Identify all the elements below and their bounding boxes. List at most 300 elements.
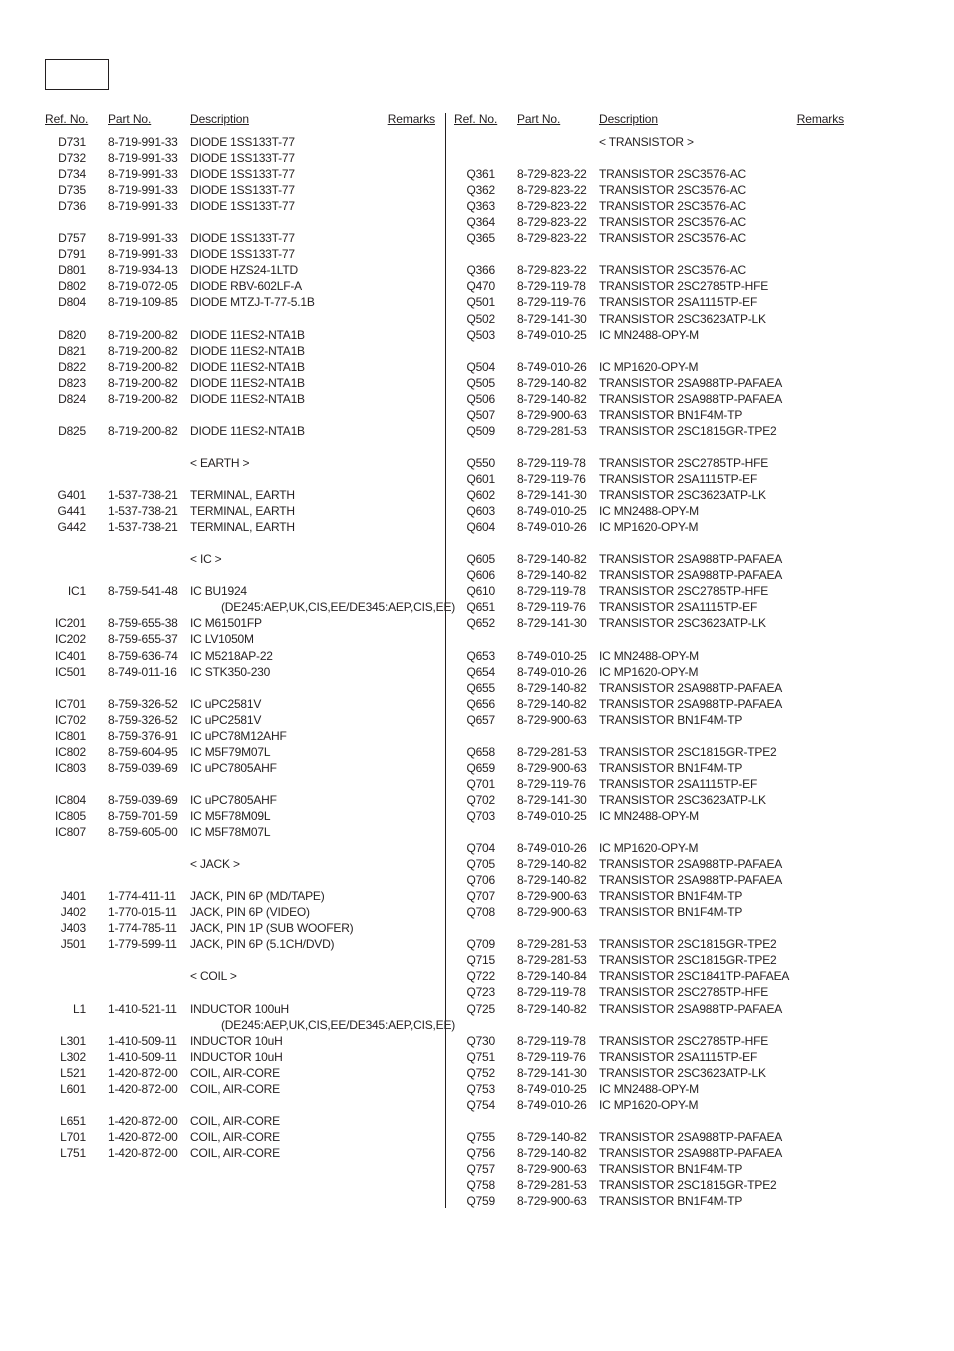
ref-no: Q507 xyxy=(466,407,495,422)
part-row xyxy=(45,712,465,728)
part-no: 8-729-141-30 xyxy=(517,488,587,503)
description: DIODE 11ES2-NTA1B xyxy=(190,343,305,358)
part-row xyxy=(45,824,465,840)
part-no: 8-719-072-05 xyxy=(108,279,178,294)
part-no: 8-719-109-85 xyxy=(108,295,178,310)
description: TRANSISTOR 2SC1815GR-TPE2 xyxy=(599,1178,777,1193)
description: TRANSISTOR 2SA1115TP-EF xyxy=(599,1049,758,1064)
page-number-box xyxy=(45,59,109,90)
ref-no: IC702 xyxy=(54,712,86,727)
ref-no: Q602 xyxy=(466,488,495,503)
blank-row xyxy=(45,984,465,1000)
description: TRANSISTOR 2SC3576-AC xyxy=(599,263,746,278)
ref-no: Q506 xyxy=(466,391,495,406)
header-part-no: Part No. xyxy=(108,112,152,126)
part-no: 8-749-010-25 xyxy=(517,327,587,342)
section-heading: < IC > xyxy=(190,552,222,567)
header-remarks: Remarks xyxy=(387,112,435,126)
part-no: 8-749-010-26 xyxy=(517,664,587,679)
part-row xyxy=(454,455,874,471)
ref-no: Q722 xyxy=(466,969,495,984)
ref-no: D824 xyxy=(58,391,86,406)
ref-no: Q751 xyxy=(466,1049,495,1064)
part-no: 1-420-872-00 xyxy=(108,1129,178,1144)
ref-no: D757 xyxy=(58,231,86,246)
part-row xyxy=(454,615,874,631)
part-row xyxy=(45,920,465,936)
description: TRANSISTOR 2SC1815GR-TPE2 xyxy=(599,937,777,952)
part-no: 8-719-200-82 xyxy=(108,359,178,374)
ref-no: Q754 xyxy=(466,1097,495,1112)
part-row xyxy=(45,664,465,680)
part-row xyxy=(45,198,465,214)
ref-no: L1 xyxy=(73,1001,86,1016)
description: IC M5218AP-22 xyxy=(190,648,273,663)
part-no: 8-749-010-25 xyxy=(517,648,587,663)
part-row xyxy=(454,1097,874,1113)
ref-no: Q715 xyxy=(466,953,495,968)
description: IC MP1620-OPY-M xyxy=(599,664,699,679)
blank-row xyxy=(454,1113,874,1129)
blank-row xyxy=(454,535,874,551)
part-no: 8-729-900-63 xyxy=(517,1162,587,1176)
section-heading: < TRANSISTOR > xyxy=(599,135,694,149)
part-no: 8-729-140-82 xyxy=(517,1001,587,1016)
blank-row xyxy=(45,952,465,968)
description: TRANSISTOR 2SA988TP-PAFAEA xyxy=(599,552,783,567)
part-row xyxy=(454,423,874,439)
part-row xyxy=(454,391,874,407)
description: TRANSISTOR 2SC2785TP-HFE xyxy=(599,985,769,1000)
ref-no: IC701 xyxy=(54,696,86,711)
part-no: 8-719-991-33 xyxy=(108,151,178,166)
description: IC uPC7805AHF xyxy=(190,792,277,807)
ref-no: IC804 xyxy=(54,792,86,807)
part-no: 8-719-991-33 xyxy=(108,247,178,262)
part-row xyxy=(454,664,874,680)
part-no: 8-729-140-82 xyxy=(517,568,587,583)
ref-no: Q758 xyxy=(466,1178,495,1193)
part-no: 8-729-140-82 xyxy=(517,857,587,872)
part-row xyxy=(454,1049,874,1065)
part-no: 8-729-900-63 xyxy=(517,407,587,422)
header-remarks: Remarks xyxy=(796,112,844,126)
ref-no: Q705 xyxy=(466,857,495,872)
ref-no: Q601 xyxy=(466,471,495,486)
part-row xyxy=(45,359,465,375)
ref-no: G401 xyxy=(57,488,86,503)
part-row xyxy=(454,696,874,712)
description: TRANSISTOR 2SC1815GR-TPE2 xyxy=(599,423,777,438)
description: TRANSISTOR 2SC1815GR-TPE2 xyxy=(599,744,777,759)
description: TRANSISTOR 2SC3623ATP-LK xyxy=(599,488,766,503)
part-no: 8-719-991-33 xyxy=(108,167,178,182)
description: DIODE MTZJ-T-77-5.1B xyxy=(190,295,315,310)
part-row xyxy=(454,888,874,904)
ref-no: D820 xyxy=(58,327,86,342)
description: JACK, PIN 6P (VIDEO) xyxy=(190,905,310,920)
header-description: Description xyxy=(190,112,249,126)
description: TRANSISTOR 2SA988TP-PAFAEA xyxy=(599,1145,783,1160)
ref-no: IC202 xyxy=(54,632,86,647)
part-row xyxy=(45,888,465,904)
part-no: 8-759-541-48 xyxy=(108,584,178,599)
description: INDUCTOR 100uH xyxy=(190,1001,290,1016)
ref-no: IC1 xyxy=(67,584,86,599)
part-row xyxy=(454,471,874,487)
part-no: 8-729-140-82 xyxy=(517,680,587,695)
part-row xyxy=(45,696,465,712)
description: TRANSISTOR BN1F4M-TP xyxy=(599,1162,743,1176)
ref-no: L601 xyxy=(60,1081,86,1096)
description: IC MN2488-OPY-M xyxy=(599,648,699,663)
description: TRANSISTOR 2SC3576-AC xyxy=(599,183,746,198)
part-row xyxy=(454,984,874,1000)
ref-no: IC501 xyxy=(54,664,86,679)
part-row xyxy=(454,407,874,423)
part-row xyxy=(45,343,465,359)
part-no: 8-719-991-33 xyxy=(108,183,178,198)
description: TERMINAL, EARTH xyxy=(190,488,295,503)
part-no: 8-729-823-22 xyxy=(517,167,587,182)
description: TRANSISTOR 2SA1115TP-EF xyxy=(599,471,758,486)
ref-no: D735 xyxy=(58,183,86,198)
description: IC MP1620-OPY-M xyxy=(599,1097,699,1112)
ref-no: Q603 xyxy=(466,504,495,519)
part-row xyxy=(45,327,465,343)
ref-no: J402 xyxy=(60,905,86,920)
part-no: 8-729-141-30 xyxy=(517,616,587,631)
description: COIL, AIR-CORE xyxy=(190,1129,280,1144)
part-no: 8-729-900-63 xyxy=(517,1194,587,1209)
ref-no: D791 xyxy=(58,247,86,262)
description: IC STK350-230 xyxy=(190,664,271,679)
description: DIODE 1SS133T-77 xyxy=(190,135,295,149)
ref-no: L301 xyxy=(60,1033,86,1048)
part-no: 8-729-140-82 xyxy=(517,696,587,711)
ref-no: Q655 xyxy=(466,680,495,695)
ref-no: J401 xyxy=(60,889,86,904)
ref-no: Q651 xyxy=(466,600,495,615)
ref-no: Q502 xyxy=(466,311,495,326)
part-row xyxy=(45,631,465,647)
description: TRANSISTOR 2SC3576-AC xyxy=(599,215,746,230)
part-no: 8-749-010-25 xyxy=(517,1081,587,1096)
part-row xyxy=(45,1113,465,1129)
remark-row xyxy=(45,599,465,615)
ref-no: Q753 xyxy=(466,1081,495,1096)
description: IC MP1620-OPY-M xyxy=(599,841,699,856)
part-row xyxy=(45,648,465,664)
part-no: 1-410-509-11 xyxy=(108,1049,177,1064)
ref-no: Q550 xyxy=(466,455,495,470)
description: JACK, PIN 6P (5.1CH/DVD) xyxy=(190,937,335,952)
description: COIL, AIR-CORE xyxy=(190,1113,280,1128)
ref-no: Q505 xyxy=(466,375,495,390)
description: IC BU1924 xyxy=(190,584,247,599)
part-row xyxy=(45,230,465,246)
ref-no: G441 xyxy=(57,504,86,519)
part-row xyxy=(45,1145,465,1161)
part-row xyxy=(454,567,874,583)
part-row xyxy=(454,503,874,519)
description: TRANSISTOR 2SC2785TP-HFE xyxy=(599,1033,769,1048)
ref-no: Q656 xyxy=(466,696,495,711)
ref-no: IC807 xyxy=(54,825,86,840)
ref-no: Q653 xyxy=(466,648,495,663)
part-no: 1-779-599-11 xyxy=(108,937,177,952)
part-no: 1-420-872-00 xyxy=(108,1113,178,1128)
part-row xyxy=(454,648,874,664)
ref-no: Q361 xyxy=(466,167,495,182)
part-no: 1-770-015-11 xyxy=(108,905,177,920)
description: IC uPC2581V xyxy=(190,696,262,711)
part-no: 8-729-140-82 xyxy=(517,1129,587,1144)
part-no: 8-729-140-82 xyxy=(517,375,587,390)
header-ref-no: Ref. No. xyxy=(45,112,89,126)
description: TRANSISTOR 2SA988TP-PAFAEA xyxy=(599,873,783,888)
part-no: 8-749-010-26 xyxy=(517,1097,587,1112)
description: JACK, PIN 6P (MD/TAPE) xyxy=(190,889,325,904)
part-row xyxy=(45,503,465,519)
description: DIODE RBV-602LF-A xyxy=(190,279,302,294)
blank-row xyxy=(454,439,874,455)
description: TRANSISTOR 2SA1115TP-EF xyxy=(599,600,758,615)
ref-no: Q756 xyxy=(466,1145,495,1160)
part-no: 8-759-655-37 xyxy=(108,632,178,647)
part-row xyxy=(454,375,874,391)
blank-row xyxy=(45,1097,465,1113)
part-no: 8-719-991-33 xyxy=(108,231,178,246)
description: IC MN2488-OPY-M xyxy=(599,1081,699,1096)
part-row xyxy=(45,615,465,631)
description: TRANSISTOR 2SA988TP-PAFAEA xyxy=(599,375,783,390)
ref-no: G442 xyxy=(57,520,86,535)
description: COIL, AIR-CORE xyxy=(190,1065,280,1080)
part-no: 8-729-119-76 xyxy=(517,471,586,486)
part-no: 8-729-140-84 xyxy=(517,969,587,984)
part-no: 1-537-738-21 xyxy=(108,520,178,535)
part-no: 8-729-900-63 xyxy=(517,889,587,904)
ref-no: Q363 xyxy=(466,199,495,214)
part-row xyxy=(454,599,874,615)
description: INDUCTOR 10uH xyxy=(190,1033,283,1048)
description: TRANSISTOR 2SC3623ATP-LK xyxy=(599,311,766,326)
ref-no: Q730 xyxy=(466,1033,495,1048)
description: DIODE HZS24-1LTD xyxy=(190,263,298,278)
part-no: 8-719-200-82 xyxy=(108,375,178,390)
ref-no: Q470 xyxy=(466,279,495,294)
ref-no: IC805 xyxy=(54,808,86,823)
description: TRANSISTOR BN1F4M-TP xyxy=(599,905,743,920)
part-no: 8-749-010-26 xyxy=(517,841,587,856)
part-row xyxy=(454,744,874,760)
part-row xyxy=(454,1161,874,1177)
part-row xyxy=(45,423,465,439)
ref-no: Q757 xyxy=(466,1162,495,1176)
blank-row xyxy=(45,214,465,230)
part-row xyxy=(45,760,465,776)
part-no: 1-537-738-21 xyxy=(108,504,178,519)
section-heading-row xyxy=(45,856,465,872)
ref-no: D821 xyxy=(58,343,86,358)
ref-no: Q702 xyxy=(466,792,495,807)
part-row xyxy=(454,1177,874,1193)
part-no: 8-729-141-30 xyxy=(517,1065,587,1080)
description: TRANSISTOR BN1F4M-TP xyxy=(599,1194,743,1209)
part-no: 8-759-376-91 xyxy=(108,728,178,743)
part-row xyxy=(454,327,874,343)
part-row xyxy=(454,166,874,182)
ref-no: D731 xyxy=(58,135,86,149)
part-row xyxy=(454,1081,874,1097)
description: IC MP1620-OPY-M xyxy=(599,359,699,374)
description: DIODE 1SS133T-77 xyxy=(190,151,295,166)
ref-no: Q707 xyxy=(466,889,495,904)
parts-list-right xyxy=(454,134,874,1209)
part-row xyxy=(454,311,874,327)
part-row xyxy=(45,166,465,182)
blank-row xyxy=(45,471,465,487)
part-row xyxy=(454,872,874,888)
part-row xyxy=(454,840,874,856)
part-no: 8-729-119-76 xyxy=(517,295,586,310)
part-row xyxy=(454,487,874,503)
description: DIODE 1SS133T-77 xyxy=(190,199,295,214)
description: DIODE 1SS133T-77 xyxy=(190,167,295,182)
part-row xyxy=(454,230,874,246)
blank-row xyxy=(45,680,465,696)
ref-no: D734 xyxy=(58,167,86,182)
section-heading: < JACK > xyxy=(190,857,240,872)
part-no: 8-729-119-78 xyxy=(517,584,586,599)
part-row xyxy=(454,198,874,214)
description: TRANSISTOR 2SA988TP-PAFAEA xyxy=(599,1129,783,1144)
part-no: 8-729-119-76 xyxy=(517,600,586,615)
ref-no: L751 xyxy=(60,1145,86,1160)
part-no: 8-749-010-26 xyxy=(517,359,587,374)
part-row xyxy=(454,760,874,776)
description: TRANSISTOR BN1F4M-TP xyxy=(599,407,743,422)
description: TRANSISTOR 2SC2785TP-HFE xyxy=(599,455,769,470)
description: IC M61501FP xyxy=(190,616,262,631)
description: TRANSISTOR 2SC1815GR-TPE2 xyxy=(599,953,777,968)
header-ref-no: Ref. No. xyxy=(454,112,498,126)
part-row xyxy=(45,728,465,744)
part-no: 8-759-326-52 xyxy=(108,712,178,727)
description: DIODE 1SS133T-77 xyxy=(190,231,295,246)
ref-no: Q709 xyxy=(466,937,495,952)
blank-row xyxy=(454,343,874,359)
ref-no: D823 xyxy=(58,375,86,390)
ref-no: L521 xyxy=(60,1065,86,1080)
part-no: 8-719-934-13 xyxy=(108,263,178,278)
part-row xyxy=(45,487,465,503)
section-heading-row xyxy=(45,551,465,567)
part-row xyxy=(45,278,465,294)
part-row xyxy=(45,808,465,824)
ref-no: IC802 xyxy=(54,744,86,759)
ref-no: D801 xyxy=(58,263,86,278)
ref-no: IC401 xyxy=(54,648,86,663)
part-no: 1-410-509-11 xyxy=(108,1033,177,1048)
description: TERMINAL, EARTH xyxy=(190,520,295,535)
part-row xyxy=(454,262,874,278)
remark-text: (DE245:AEP,UK,CIS,EE/DE345:AEP,CIS,EE) xyxy=(221,1017,456,1032)
ref-no: Q755 xyxy=(466,1129,495,1144)
part-row xyxy=(45,744,465,760)
blank-row xyxy=(454,824,874,840)
ref-no: Q504 xyxy=(466,359,495,374)
ref-no: Q503 xyxy=(466,327,495,342)
ref-no: D736 xyxy=(58,199,86,214)
blank-row xyxy=(45,776,465,792)
part-row xyxy=(454,680,874,696)
part-row xyxy=(454,1193,874,1209)
part-no: 8-729-119-76 xyxy=(517,1049,586,1064)
part-row xyxy=(454,856,874,872)
description: JACK, PIN 1P (SUB WOOFER) xyxy=(190,921,354,936)
part-no: 8-729-900-63 xyxy=(517,905,587,920)
blank-row xyxy=(454,1017,874,1033)
description: IC M5F78M09L xyxy=(190,808,271,823)
part-row xyxy=(454,1129,874,1145)
part-no: 8-729-823-22 xyxy=(517,215,587,230)
ref-no: Q658 xyxy=(466,744,495,759)
part-row xyxy=(45,583,465,599)
part-no: 8-729-281-53 xyxy=(517,423,587,438)
description: TRANSISTOR 2SC1841TP-PAFAEA xyxy=(599,969,790,984)
part-no: 8-729-900-63 xyxy=(517,712,587,727)
description: TRANSISTOR 2SA1115TP-EF xyxy=(599,295,758,310)
part-no: 8-729-140-82 xyxy=(517,552,587,567)
part-no: 1-420-872-00 xyxy=(108,1065,178,1080)
part-row xyxy=(454,278,874,294)
ref-no: D825 xyxy=(58,423,86,438)
blank-row xyxy=(454,631,874,647)
ref-no: Q509 xyxy=(466,423,495,438)
description: TRANSISTOR 2SC2785TP-HFE xyxy=(599,279,769,294)
description: TRANSISTOR 2SA1115TP-EF xyxy=(599,776,758,791)
part-row xyxy=(454,182,874,198)
part-no: 8-729-140-82 xyxy=(517,873,587,888)
part-row xyxy=(45,1049,465,1065)
part-row xyxy=(454,359,874,375)
description: TRANSISTOR 2SA988TP-PAFAEA xyxy=(599,1001,783,1016)
ref-no: Q610 xyxy=(466,584,495,599)
description: TRANSISTOR 2SA988TP-PAFAEA xyxy=(599,857,783,872)
ref-no: Q701 xyxy=(466,776,495,791)
part-row xyxy=(454,808,874,824)
part-row xyxy=(454,904,874,920)
description: TRANSISTOR 2SA988TP-PAFAEA xyxy=(599,568,783,583)
part-row xyxy=(45,792,465,808)
part-no: 1-537-738-21 xyxy=(108,488,178,503)
description: DIODE 11ES2-NTA1B xyxy=(190,423,305,438)
part-no: 1-420-872-00 xyxy=(108,1145,178,1160)
description: IC MP1620-OPY-M xyxy=(599,520,699,535)
ref-no: Q759 xyxy=(466,1194,495,1209)
blank-row xyxy=(45,872,465,888)
part-row xyxy=(454,792,874,808)
ref-no: Q365 xyxy=(466,231,495,246)
blank-row xyxy=(454,246,874,262)
ref-no: J403 xyxy=(60,921,86,936)
ref-no: Q362 xyxy=(466,183,495,198)
description: IC MN2488-OPY-M xyxy=(599,504,699,519)
description: IC LV1050M xyxy=(190,632,254,647)
description: IC uPC2581V xyxy=(190,712,262,727)
